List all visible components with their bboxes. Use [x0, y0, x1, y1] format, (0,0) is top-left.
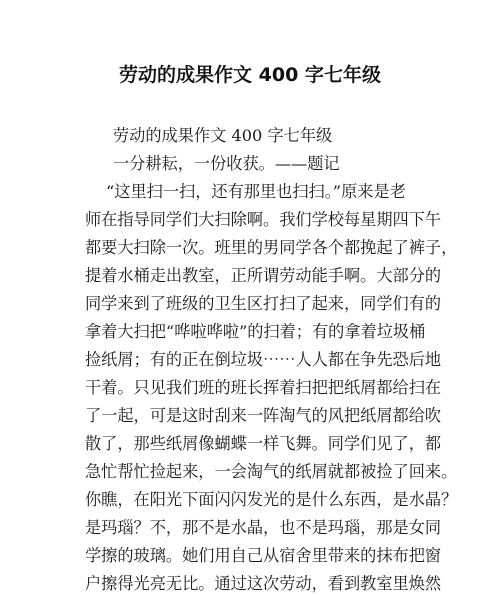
paragraph-line: 急忙帮忙捡起来，一会淘气的纸屑就都被捡了回来。: [85, 462, 458, 481]
paragraph-line: 散了，那些纸屑像蝴蝶一样飞舞。同学们见了，都: [85, 434, 442, 453]
paragraph-line: 拿着大扫把“哗啦哗啦”的扫着；有的拿着垃圾桶: [85, 322, 426, 341]
paragraph-line: “这里扫一扫，还有那里也扫扫。”原来是老: [106, 182, 406, 201]
paragraph-line: 干着。只见我们班的班长挥着扫把把纸屑都给扫在: [85, 378, 442, 397]
document-title: 劳动的成果作文 400 字七年级: [119, 64, 381, 86]
paragraph-line: 都要大扫除一次。班里的男同学各个都挽起了裤子，: [85, 238, 458, 257]
subtitle-line: 劳动的成果作文 400 字七年级: [113, 126, 333, 145]
paragraph-line: 学擦的玻璃。她们用自己从宿舍里带来的抹布把窗: [85, 546, 442, 565]
paragraph-line: 户擦得光亮无比。通过这次劳动，看到教室里焕然: [85, 574, 442, 593]
paragraph-line: 了一起，可是这时刮来一阵淘气的风把纸屑都给吹: [85, 406, 442, 425]
paragraph-line: 你瞧，在阳光下面闪闪发光的是什么东西，是水晶？: [85, 490, 458, 509]
paragraph-line: 同学来到了班级的卫生区打扫了起来，同学们有的: [85, 294, 442, 313]
paragraph-line: 是玛瑙？不，那不是水晶，也不是玛瑙，那是女同: [85, 518, 442, 537]
epigraph-line: 一分耕耘，一份收获。——题记: [113, 154, 340, 173]
paragraph-line: 师在指导同学们大扫除啊。我们学校每星期四下午: [85, 210, 442, 229]
paragraph-line: 捡纸屑；有的正在倒垃圾⋯⋯人人都在争先恐后地: [85, 350, 442, 369]
paragraph-line: 提着水桶走出教室，正所谓劳动能手啊。大部分的: [85, 266, 442, 285]
